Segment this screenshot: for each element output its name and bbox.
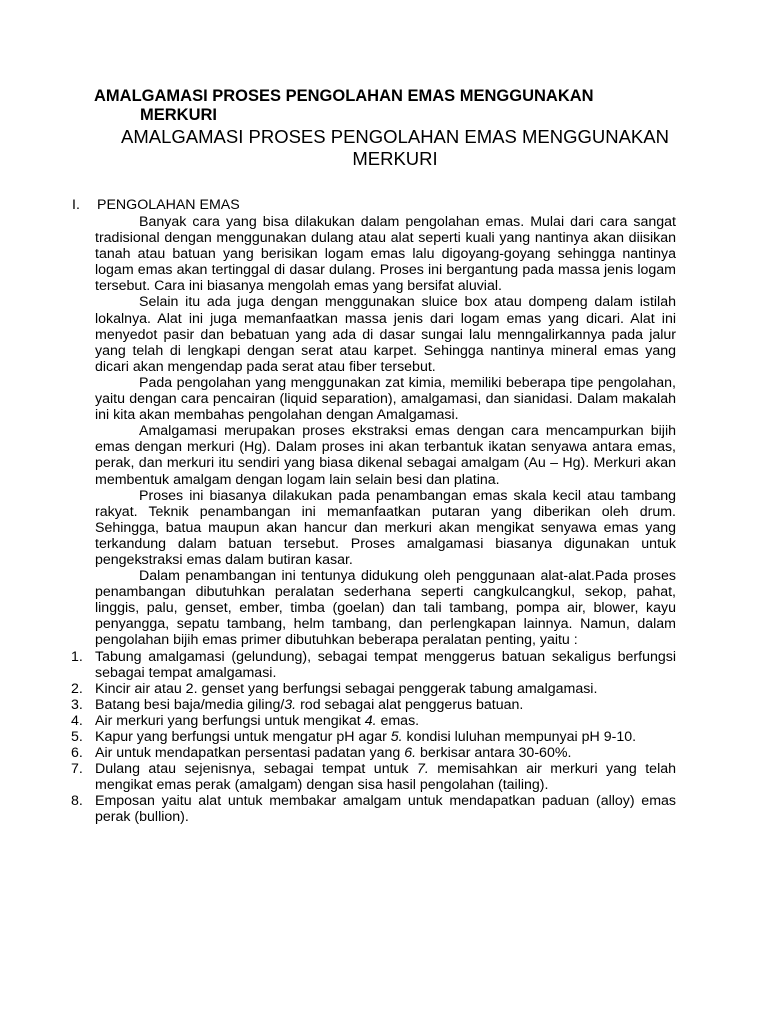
document-body xyxy=(71,214,676,826)
paragraph: Pada pengolahan yang menggunakan zat kimia, memiliki beberapa tipe pengolahan, yaitu dengan cara pencairan (liquid separation), amalgamasi, dan sianidasi. Dalam makalah ini kita akan membahas pengolahan dengan Amalgamasi. xyxy=(95,374,676,424)
list-item-text-end: berkisar antara 30-60%. xyxy=(416,745,572,762)
document-title-bold xyxy=(94,87,714,125)
list-item-number: 2. xyxy=(71,680,83,697)
document-title xyxy=(80,126,710,170)
list-item-number: 8. xyxy=(71,793,83,810)
list-item-inline-number: 4. xyxy=(364,712,377,729)
list-item-text: Kincir air atau 2. genset yang berfungsi sebagai penggerak tabung amalgamasi. xyxy=(95,680,598,697)
list-item xyxy=(71,648,676,681)
list-item xyxy=(71,761,676,794)
list-item-text: Batang besi baja/media giling/ xyxy=(95,696,285,713)
title-bold-line-1: AMALGAMASI PROSES PENGOLAHAN EMAS MENGGUNAKAN xyxy=(94,87,594,105)
list-item xyxy=(71,696,676,713)
list-item-text-end: rod sebagai alat penggerus batuan. xyxy=(296,696,524,713)
list-item-number: 1. xyxy=(71,648,83,665)
title-bold-line-2: MERKURI xyxy=(140,106,217,124)
list-item-text-end: memisahkan air merkuri yang telah mengikat emas perak (amalgam) dengan sisa hasil pengolahan (tailing). xyxy=(95,761,676,794)
list-item-number: 5. xyxy=(71,729,83,745)
list-item xyxy=(71,680,676,697)
list-item-text: Dulang atau sejenisnya, sebagai tempat untuk xyxy=(95,761,417,778)
section-number: I. xyxy=(72,197,80,213)
list-item xyxy=(71,729,676,745)
list-item-number: 3. xyxy=(71,696,83,713)
list-item-text: Kapur yang berfungsi untuk mengatur pH agar xyxy=(95,729,391,745)
section-heading xyxy=(72,197,240,213)
list-item-number: 4. xyxy=(71,712,83,729)
list-item-text-end: emas. xyxy=(376,712,420,729)
list-item-text: Air merkuri yang berfungsi untuk mengikat xyxy=(95,712,365,729)
paragraph: Dalam penambangan ini tentunya didukung oleh penggunaan alat-alat.Pada proses penambangan dibutuhkan peralatan sederhana seperti cangkulcangkul, sekop, pahat, linggis, palu, genset, ember, timba (goelan) dan tali tambang, pompa air, blower, kayu penyangga, sepatu tambang, helm tambang, dan perlengkapan lainnya. Namun, dalam pengolahan bijih emas primer dibutuhkan beberapa peralatan penting, yaitu : xyxy=(95,568,676,649)
list-item-text: Tabung amalgamasi (gelundung), sebagai tempat menggerus batuan sekaligus berfungsi sebagai tempat amalgamasi. xyxy=(95,648,676,681)
paragraph: Selain itu ada juga dengan menggunakan sluice box atau dompeng dalam istilah lokalnya. Alat ini juga memanfaatkan massa jenis dari logam emas yang dicari. Alat ini menyedot pasir dan bebatuan yang ada di dasar sungai lalu menngalirkannya pada jalur yang telah di lengkapi dengan serat atau karpet. Sehingga nantinya mineral emas yang dicari akan mengendap pada serat atau fiber tersebut. xyxy=(95,294,676,375)
list-item-inline-number: 3. xyxy=(284,696,297,713)
paragraph: Banyak cara yang bisa dilakukan dalam pengolahan emas. Mulai dari cara sangat tradisional dengan menggunakan dulang atau alat seperti kuali yang nantinya akan diisikan tanah atau batuan yang berisikan logam emas lalu digoyang-goyang sehingga nantinya logam emas akan tertinggal di dasar dulang. Proses ini bergantung pada massa jenis logam tersebut. Cara ini biasanya mengolah emas yang bersifat aluvial. xyxy=(95,214,676,295)
list-item xyxy=(71,712,676,729)
list-item xyxy=(71,745,676,762)
list-item-text: Emposan yaitu alat untuk membakar amalgam untuk mendapatkan paduan (alloy) emas perak (bullion). xyxy=(95,793,676,826)
title-line-2: MERKURI xyxy=(352,148,438,169)
section-title: PENGOLAHAN EMAS xyxy=(97,197,240,213)
list-item-inline-number: 7. xyxy=(416,761,429,778)
list-item xyxy=(71,793,676,826)
paragraph: Amalgamasi merupakan proses ekstraksi emas dengan cara mencampurkan bijih emas dengan merkuri (Hg). Dalam proses ini akan terbantuk ikatan senyawa antara emas, perak, dan merkuri itu sendiri yang biasa dikenal sebagai amalgam (Au – Hg). Merkuri akan membentuk amalgam dengan logam lain selain besi dan platina. xyxy=(95,423,676,488)
list-item-number: 6. xyxy=(71,745,83,762)
list-item-text-end: kondisi luluhan mempunyai pH 9-10. xyxy=(402,729,637,745)
title-line-1: AMALGAMASI PROSES PENGOLAHAN EMAS MENGGUNAKAN xyxy=(121,126,669,147)
list-item-inline-number: 6. xyxy=(404,745,417,762)
equipment-list xyxy=(71,648,676,826)
list-item-inline-number: 5. xyxy=(390,729,403,745)
list-item-number: 7. xyxy=(71,761,83,778)
list-item-text: Air untuk mendapatkan persentasi padatan yang xyxy=(95,745,405,762)
paragraph: Proses ini biasanya dilakukan pada penambangan emas skala kecil atau tambang rakyat. Teknik penambangan ini memanfaatkan putaran yang diberikan oleh drum. Sehingga, batua maupun akan hancur dan merkuri akan mengikat senyawa emas yang terkandung dalam batuan tersebut. Proses amalgamasi biasanya digunakan untuk pengekstraksi emas dalam butiran kasar. xyxy=(95,487,676,568)
